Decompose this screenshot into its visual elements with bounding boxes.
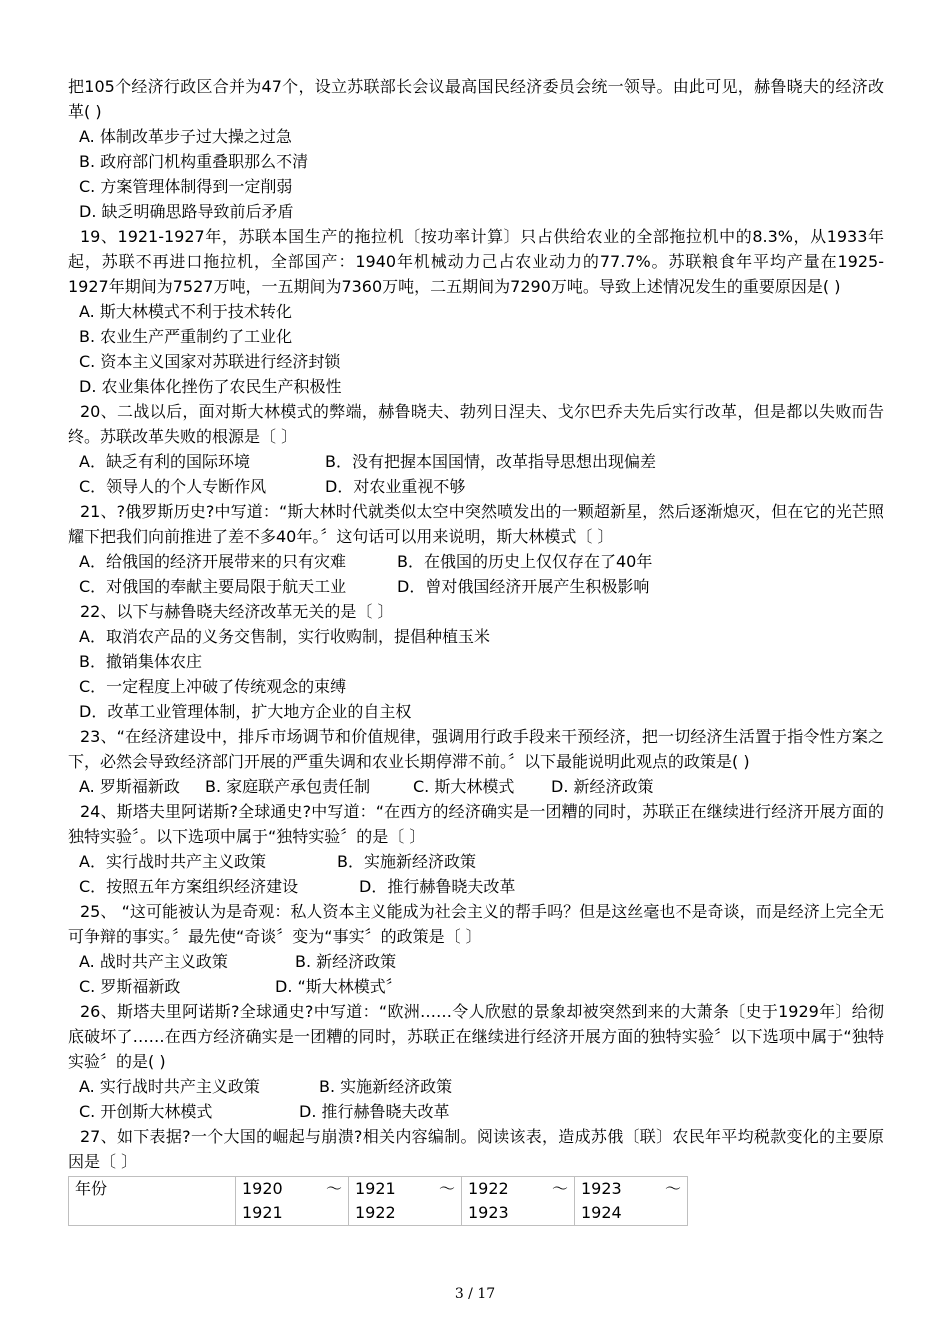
- question-21-option-b: B．在俄国的历史上仅仅存在了40年: [397, 552, 653, 571]
- question-21-option-a: A．给俄国的经济开展带来的只有灾难: [79, 552, 346, 571]
- year-cell-2: [349, 1177, 462, 1226]
- intro-option-d: D. 缺乏明确思路导致前后矛盾: [79, 202, 294, 221]
- question-22-stem: 22、以下与赫鲁晓夫经济改革无关的是〔 〕: [80, 602, 394, 621]
- question-26-options-row-1: [68, 1074, 884, 1099]
- page-content: [68, 74, 884, 1226]
- question-20-option-b: B．没有把握本国国情，改革指导思想出现偏差: [325, 452, 656, 471]
- tax-table: [68, 1176, 688, 1226]
- question-25-option-a: A. 战时共产主义政策: [79, 952, 228, 971]
- question-24-option-b: B．实施新经济政策: [337, 852, 476, 871]
- question-21-option-c: C．对俄国的奉献主要局限于航天工业: [79, 577, 347, 596]
- question-20-option-d: D．对农业重视不够: [325, 477, 466, 496]
- question-19-stem: 19、1921-1927年，苏联本国生产的拖拉机〔按功率计算〕只占供给农业的全部拖拉机中的8.3%，从1933年起，苏联不再进口拖拉机，全部国产：1940年机械动力己占农业动力的77.7%。苏联粮食年平均产量在1925-1927年期间为7527万吨，一五期间为7360万吨，二五期间为7290万吨。导致上述情况发生的重要原因是( ): [68, 227, 884, 296]
- table-header-year: 年份: [69, 1177, 236, 1226]
- question-26-options-row-2: [68, 1099, 884, 1124]
- table-row: [69, 1177, 688, 1226]
- question-23-stem: 23、“在经济建设中，排斥市场调节和价值规律，强调用行政手段来干预经济，把一切经济生活置于指令性方案之下，必然会导致经济部门开展的严重失调和农业长期停滞不前。〞以下最能说明此观点的政策是( ): [68, 727, 884, 771]
- question-20-options-row-1: [68, 449, 884, 474]
- question-24-stem: 24、斯塔夫里阿诺斯?全球通史?中写道：“在西方的经济确实是一团糟的同时，苏联正在继续进行经济开展方面的独特实验〞。以下选项中属于“独特实验〞的是〔 〕: [68, 802, 884, 846]
- question-22-option-a: A．取消农产品的义务交售制，实行收购制，提倡种植玉米: [79, 627, 490, 646]
- question-19-option-b: B. 农业生产严重制约了工业化: [79, 327, 293, 346]
- year-to: 1924: [581, 1203, 622, 1222]
- year-cell-1: [236, 1177, 349, 1226]
- question-25-option-c: C. 罗斯福新政: [79, 977, 181, 996]
- question-24-options-row-2: [68, 874, 884, 899]
- question-24-option-c: C．按照五年方案组织经济建设: [79, 877, 299, 896]
- year-sep: ～: [325, 1179, 342, 1198]
- question-19-option-c: C. 资本主义国家对苏联进行经济封锁: [79, 352, 341, 371]
- question-22-option-c: C．一定程度上冲破了传统观念的束缚: [79, 677, 347, 696]
- question-21-option-d: D．曾对俄国经济开展产生积极影响: [397, 577, 650, 596]
- question-24-option-a: A．实行战时共产主义政策: [79, 852, 266, 871]
- question-26-option-a: A. 实行战时共产主义政策: [79, 1077, 260, 1096]
- question-22-option-b: B．撤销集体农庄: [79, 652, 202, 671]
- question-25-options-row-1: [68, 949, 884, 974]
- question-20-option-a: A．缺乏有利的国际环境: [79, 452, 250, 471]
- year-to: 1921: [242, 1203, 283, 1222]
- question-25-option-b: B. 新经济政策: [295, 952, 397, 971]
- question-23-option-b: B. 家庭联产承包责任制: [205, 777, 371, 796]
- question-21-options-row-1: [68, 549, 884, 574]
- question-20-options-row-2: [68, 474, 884, 499]
- question-23-option-c: C. 斯大林模式: [413, 777, 515, 796]
- question-24-options-row-1: [68, 849, 884, 874]
- year-sep: ～: [438, 1179, 455, 1198]
- question-24-option-d: D．推行赫鲁晓夫改革: [359, 877, 516, 896]
- year-cell-4: [575, 1177, 688, 1226]
- year-sep: ～: [664, 1179, 681, 1198]
- year-from: 1920: [242, 1179, 283, 1198]
- year-from: 1923: [581, 1179, 622, 1198]
- question-21-options-row-2: [68, 574, 884, 599]
- question-26-stem: 26、斯塔夫里阿诺斯?全球通史?中写道：“欧洲……令人欣慰的景象却被突然到来的大萧条〔史于1929年〕给彻底破坏了……在西方经济确实是一团糟的同时，苏联正在继续进行经济开展方面的独特实验〞以下选项中属于“独特实验〞的是( ): [68, 1002, 884, 1071]
- question-22-option-d: D．改革工业管理体制，扩大地方企业的自主权: [79, 702, 412, 721]
- intro-option-b: B. 政府部门机构重叠职那么不清: [79, 152, 309, 171]
- question-21-stem: 21、?俄罗斯历史?中写道：“斯大林时代就类似太空中突然喷发出的一颗超新星，然后逐渐熄灭，但在它的光芒照耀下把我们向前推进了差不多40年。〞这句话可以用来说明，斯大林模式〔 〕: [68, 502, 884, 546]
- year-from: 1921: [355, 1179, 396, 1198]
- question-25-options-row-2: [68, 974, 884, 999]
- year-sep: ～: [551, 1179, 568, 1198]
- year-cell-3: [462, 1177, 575, 1226]
- question-19-option-a: A. 斯大林模式不利于技术转化: [79, 302, 292, 321]
- intro-text: 把105个经济行政区合并为47个，设立苏联部长会议最高国民经济委员会统一领导。由此可见，赫鲁晓夫的经济改革( ): [68, 77, 884, 121]
- question-20-option-c: C．领导人的个人专断作风: [79, 477, 267, 496]
- question-25-option-d: D. “斯大林模式〞: [275, 977, 402, 996]
- question-25-stem: 25、 “这可能被认为是奇观：私人资本主义能成为社会主义的帮手吗？但是这丝毫也不是奇谈，而是经济上完全无可争辩的事实。〞最先使“奇谈〞变为“事实〞的政策是〔 〕: [68, 902, 884, 946]
- question-23-option-a: A. 罗斯福新政: [79, 777, 180, 796]
- question-27-stem: 27、如下表据?一个大国的崛起与崩溃?相关内容编制。阅读该表，造成苏俄〔联〕农民年平均税款变化的主要原因是〔 〕: [68, 1127, 884, 1171]
- question-23-option-d: D. 新经济政策: [551, 777, 654, 796]
- question-19-option-d: D. 农业集体化挫伤了农民生产积极性: [79, 377, 342, 396]
- question-26-option-d: D. 推行赫鲁晓夫改革: [299, 1102, 450, 1121]
- question-26-option-b: B. 实施新经济政策: [319, 1077, 453, 1096]
- question-20-stem: 20、二战以后，面对斯大林模式的弊端，赫鲁晓夫、勃列日涅夫、戈尔巴乔夫先后实行改革，但是都以失败而告终。苏联改革失败的根源是〔 〕: [68, 402, 884, 446]
- question-23-options-row: [68, 774, 884, 799]
- page-number: 3 / 17: [454, 1286, 496, 1302]
- intro-option-a: A. 体制改革步子过大操之过急: [79, 127, 292, 146]
- intro-option-c: C. 方案管理体制得到一定削弱: [79, 177, 293, 196]
- question-26-option-c: C. 开创斯大林模式: [79, 1102, 213, 1121]
- year-from: 1922: [468, 1179, 509, 1198]
- year-to: 1922: [355, 1203, 396, 1222]
- year-to: 1923: [468, 1203, 509, 1222]
